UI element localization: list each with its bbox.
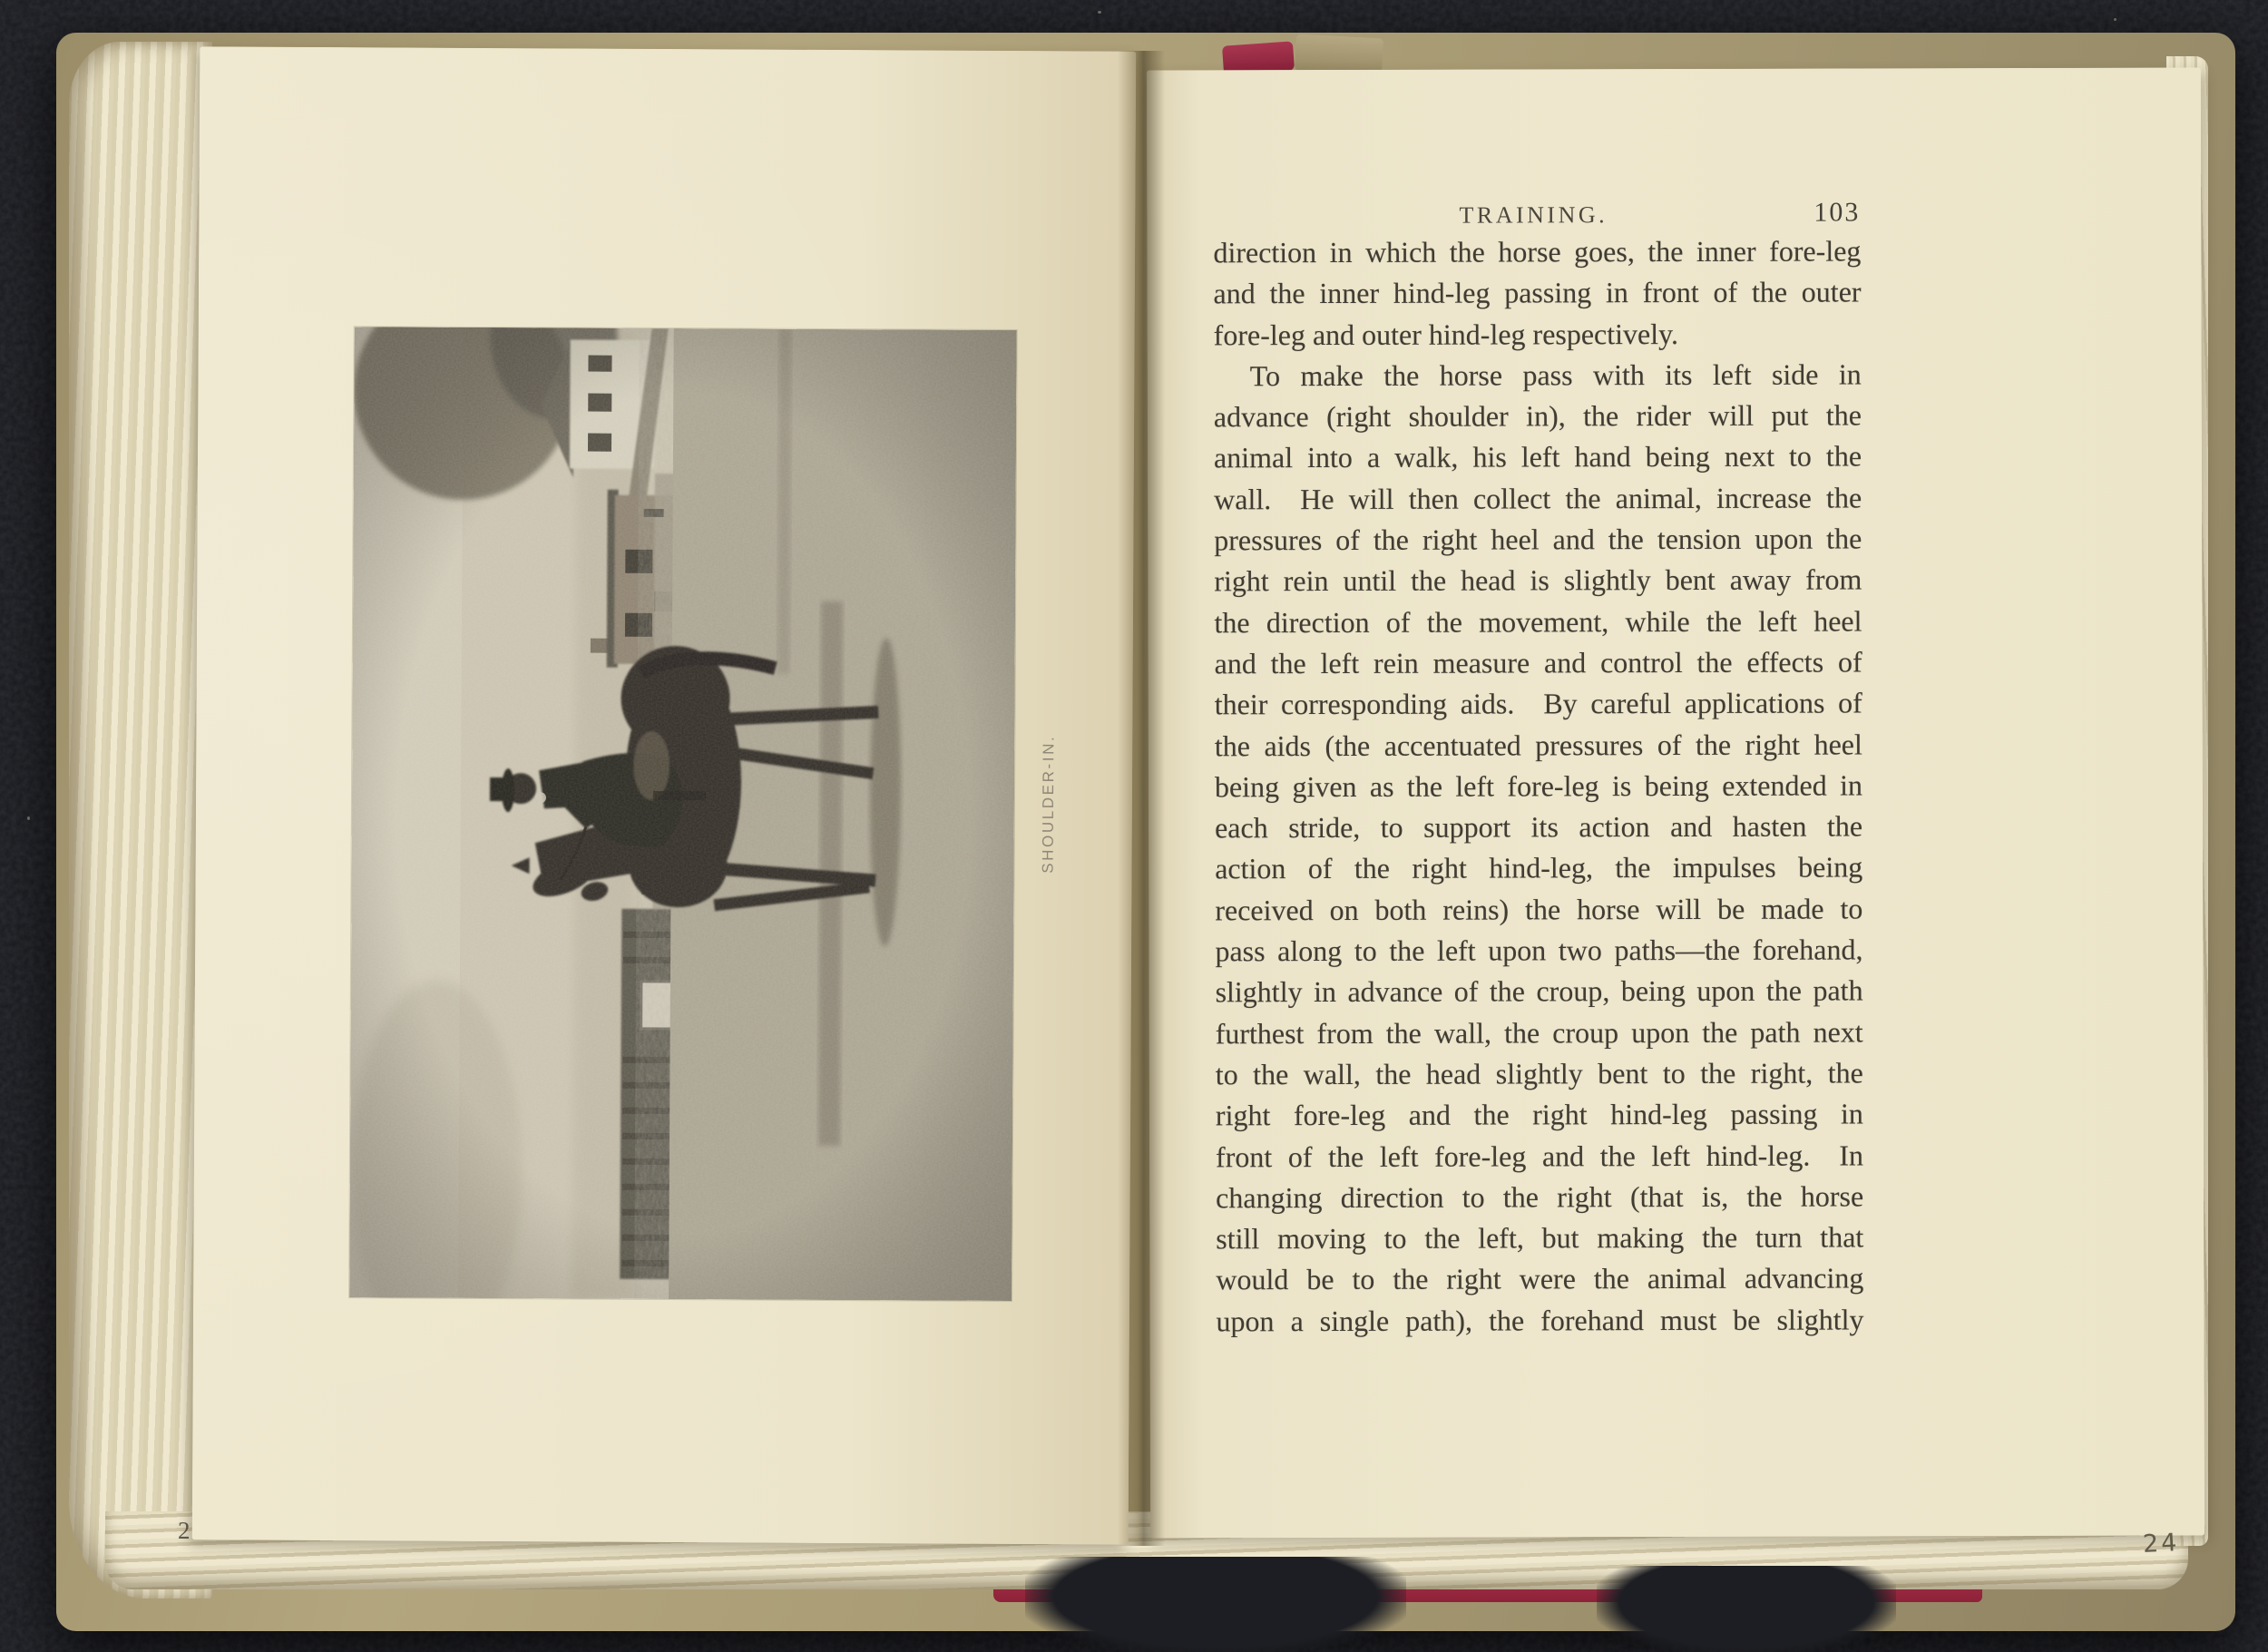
- lint-speck: [1098, 11, 1101, 14]
- running-head-title: TRAINING.: [1459, 201, 1608, 229]
- text-line: the direction of the movement, while the left heel: [1214, 604, 1862, 640]
- plate-photo-rotated: [349, 327, 1017, 1301]
- text-line: action of the right hind-leg, the impulses being: [1215, 850, 1863, 885]
- text-line: front of the left fore-leg and the left hind-leg. In: [1215, 1138, 1864, 1173]
- plate-photo: [349, 327, 1017, 1301]
- text-line: the aids (the accentuated pressures of the right heel: [1214, 728, 1862, 762]
- pencil-annotation: 24: [2142, 1528, 2181, 1559]
- text-line: slightly in advance of the croup, being upon the path: [1215, 973, 1863, 1009]
- fabric-fold: [1025, 1557, 1406, 1652]
- fabric-fold: [1597, 1566, 1896, 1652]
- text-line: To make the horse pass with its left side in: [1249, 357, 1862, 393]
- right-page: [1147, 67, 2204, 1538]
- text-line: each stride, to support its action and hasten the: [1215, 809, 1863, 845]
- text-line: their corresponding aids. By careful applications of: [1214, 686, 1862, 721]
- text-line: to the wall, the head slightly bent to the right, the: [1215, 1056, 1863, 1091]
- text-line: being given as the left fore-leg is being extended in: [1214, 768, 1862, 804]
- text-line: right fore-leg and the right hind-leg passing in: [1215, 1097, 1863, 1132]
- text-line: animal into a walk, his left hand being next to the: [1213, 439, 1862, 474]
- text-line: direction in which the horse goes, the inner fore-leg: [1213, 234, 1862, 269]
- spine-board-top: [1295, 34, 1383, 75]
- text-line: would be to the right were the animal advancing: [1216, 1261, 1864, 1296]
- text-line: pass along to the left upon two paths—the forehand,: [1215, 933, 1863, 968]
- text-line: fore-leg and outer hind-leg respectively.: [1213, 317, 1679, 351]
- plate-caption: SHOULDER-IN.: [1039, 734, 1058, 874]
- text-line: still moving to the left, but making the turn that: [1216, 1220, 1864, 1256]
- text-line: wall. He will then collect the animal, increase the: [1214, 481, 1862, 516]
- text-line: changing direction to the right (that is, the horse: [1216, 1179, 1864, 1215]
- text-line: right rein until the head is slightly bent away from: [1214, 562, 1862, 598]
- running-head-page-number: 103: [1813, 197, 1861, 228]
- text-line: upon a single path), the forehand must be slightly: [1216, 1303, 1864, 1338]
- text-line: and the left rein measure and control the effects of: [1214, 645, 1862, 680]
- page-edges-left: [69, 42, 212, 1598]
- body-text: [1213, 230, 1863, 1342]
- left-page: [192, 46, 1137, 1544]
- text-line: furthest from the wall, the croup upon the path next: [1215, 1015, 1863, 1050]
- horse-photo-illustration: [349, 327, 1017, 1301]
- text-line: received on both reins) the horse will be made to: [1215, 892, 1863, 927]
- text-line: advance (right shoulder in), the rider will put the: [1213, 398, 1862, 434]
- lint-speck: [2114, 18, 2116, 21]
- partial-page-number: 2: [178, 1517, 191, 1544]
- text-line: and the inner hind-leg passing in front of the outer: [1213, 275, 1862, 310]
- lint-speck: [27, 816, 30, 820]
- text-line: pressures of the right heel and the tension upon the: [1214, 522, 1862, 557]
